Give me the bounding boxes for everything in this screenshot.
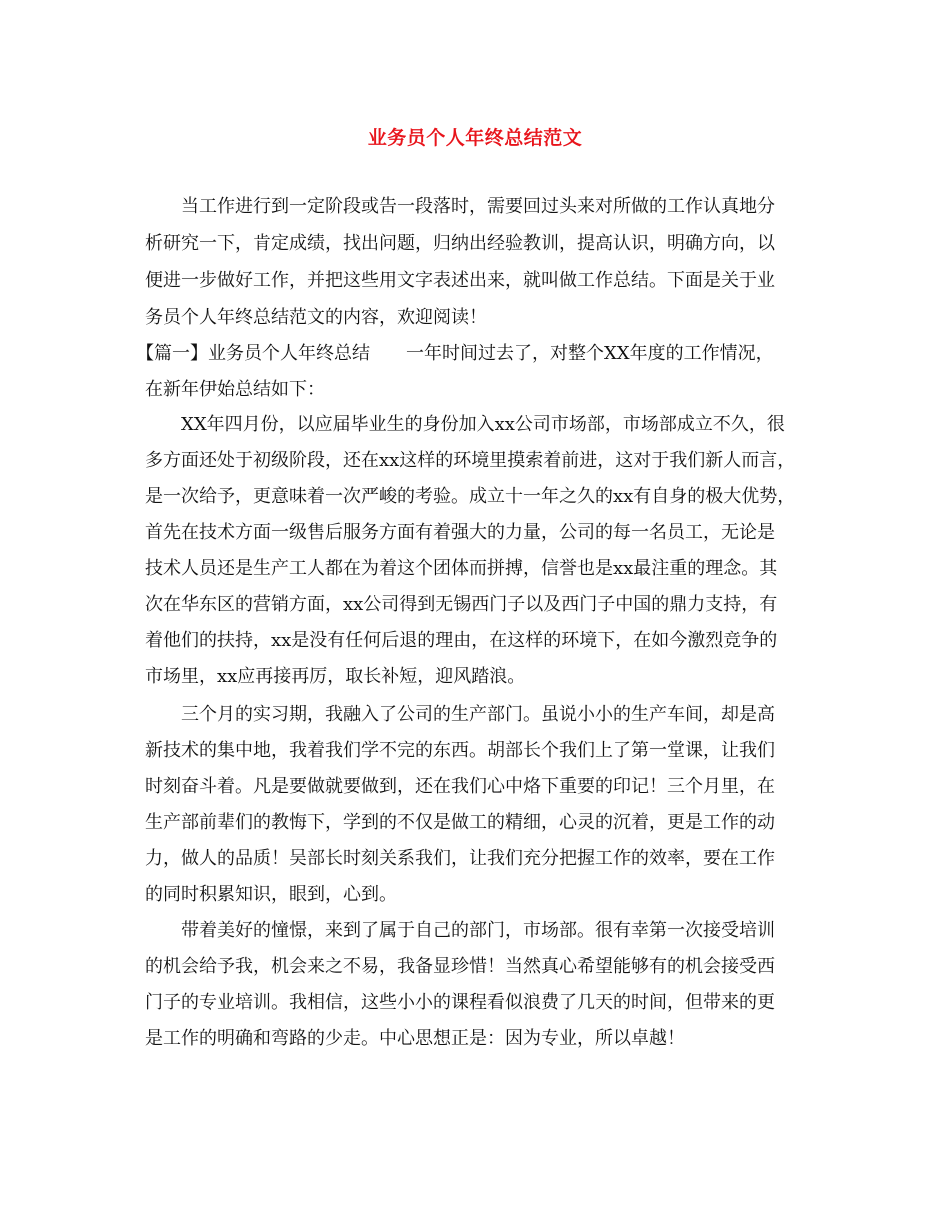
document-title: 业务员个人年终总结范文 xyxy=(367,127,583,149)
paragraph-line: 是一次给予，更意味着一次严峻的考验。成立十一年之久的xx有自身的极大优势， xyxy=(145,486,796,507)
paragraph-line: 务员个人年终总结范文的内容，欢迎阅读！ xyxy=(145,307,487,328)
paragraph-line: 首先在技术方面一级售后服务方面有着强大的力量，公司的每一名员工，无论是 xyxy=(145,522,775,543)
paragraph-line: 技术人员还是生产工人都在为着这个团体而拼搏，信誉也是xx最注重的理念。其 xyxy=(145,558,778,579)
paragraph-line: 生产部前辈们的教悔下，学到的不仅是做工的精细，心灵的沉着，更是工作的动 xyxy=(145,812,775,833)
paragraph-line: 三个月的实习期，我融入了公司的生产部门。虽说小小的生产车间，却是高 xyxy=(181,704,775,725)
paragraph-line: 析研究一下，肯定成绩，找出问题，归纳出经验教训，提高认识，明确方向，以 xyxy=(145,233,775,254)
paragraph-line: 当工作进行到一定阶段或告一段落时，需要回过头来对所做的工作认真地分 xyxy=(181,196,775,217)
paragraph-line: 力，做人的品质！吴部长时刻关系我们，让我们充分把握工作的效率，要在工作 xyxy=(145,848,775,869)
paragraph-line: 新技术的集中地，我着我们学不完的东西。胡部长个我们上了第一堂课，让我们 xyxy=(145,740,775,761)
paragraph-line: 在新年伊始总结如下： xyxy=(145,379,325,400)
paragraph-line: 次在华东区的营销方面，xx公司得到无锡西门子以及西门子中国的鼎力支持，有 xyxy=(145,594,778,615)
paragraph-line: 带着美好的憧憬，来到了属于自己的部门，市场部。很有幸第一次接受培训 xyxy=(181,920,775,941)
paragraph-line: 多方面还处于初级阶段，还在xx这样的环境里摸索着前进，这对于我们新人而言， xyxy=(145,450,796,471)
paragraph-line: XX年四月份，以应届毕业生的身份加入xx公司市场部，市场部成立不久，很 xyxy=(181,414,785,435)
section-heading-line: 【篇一】业务员个人年终总结 一年时间过去了，对整个XX年度的工作情况， xyxy=(136,343,774,364)
paragraph-line: 时刻奋斗着。凡是要做就要做到，还在我们心中烙下重要的印记！三个月里，在 xyxy=(145,776,775,797)
paragraph-line: 门子的专业培训。我相信，这些小小的课程看似浪费了几天的时间，但带来的更 xyxy=(145,992,775,1013)
paragraph-line: 是工作的明确和弯路的少走。中心思想正是：因为专业，所以卓越！ xyxy=(145,1028,685,1049)
paragraph-line: 的机会给予我，机会来之不易，我备显珍惜！当然真心希望能够有的机会接受西 xyxy=(145,956,775,977)
paragraph-line: 着他们的扶持，xx是没有任何后退的理由，在这样的环境下，在如今激烈竞争的 xyxy=(145,630,778,651)
paragraph-line: 便进一步做好工作，并把这些用文字表述出来，就叫做工作总结。下面是关于业 xyxy=(145,270,775,291)
paragraph-line: 的同时积累知识，眼到，心到。 xyxy=(145,884,397,905)
paragraph-line: 市场里，xx应再接再厉，取长补短，迎风踏浪。 xyxy=(145,666,526,687)
